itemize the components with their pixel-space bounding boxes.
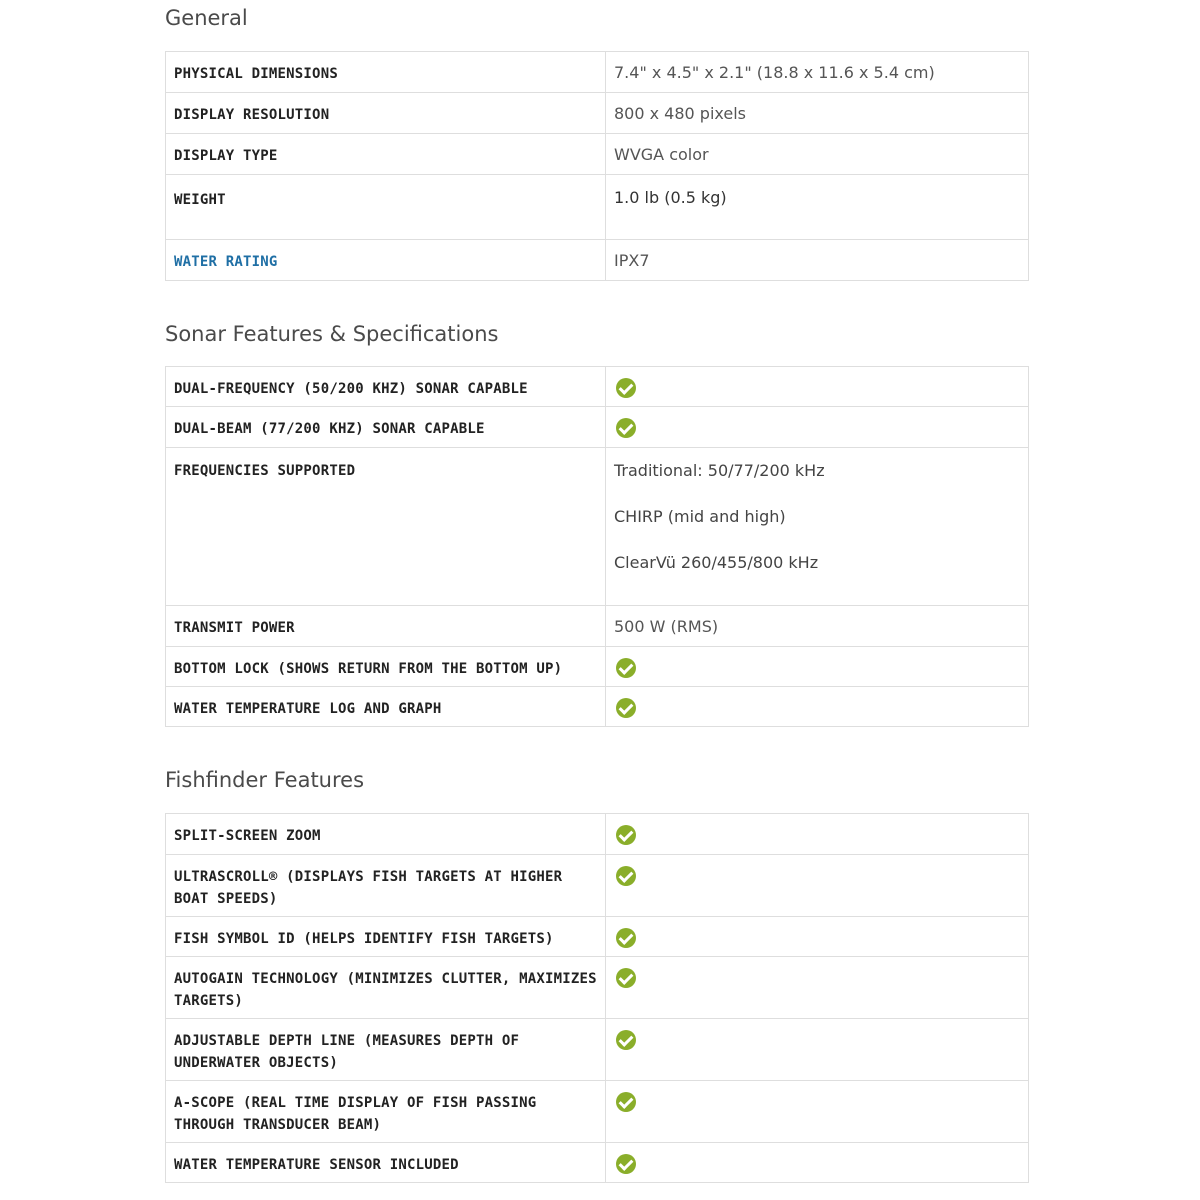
check-icon: [616, 928, 636, 948]
table-row: [166, 855, 1029, 917]
spec-key: FISH SYMBOL ID (HELPS IDENTIFY FISH TARGETS): [166, 917, 606, 957]
table-row: [166, 175, 1029, 240]
water-rating-link[interactable]: WATER RATING: [166, 240, 606, 281]
spec-value: [606, 1019, 1029, 1081]
table-row: [166, 367, 1029, 407]
table-row: [166, 240, 1029, 281]
general-table: [165, 51, 1029, 281]
spec-value: [606, 917, 1029, 957]
table-row: [166, 814, 1029, 855]
spec-key: ADJUSTABLE DEPTH LINE (MEASURES DEPTH OF UNDERWATER OBJECTS): [166, 1019, 606, 1081]
table-row: [166, 134, 1029, 175]
table-row: [166, 407, 1029, 448]
spec-key: DUAL-BEAM (77/200 KHZ) SONAR CAPABLE: [166, 407, 606, 448]
table-row: [166, 1081, 1029, 1143]
spec-value: [606, 448, 1029, 606]
sonar-table: [165, 366, 1029, 727]
frequency-line: CHIRP (mid and high): [614, 507, 786, 526]
spec-value: [606, 957, 1029, 1019]
spec-key: DISPLAY RESOLUTION: [166, 93, 606, 134]
spec-value: [606, 1081, 1029, 1143]
table-row: [166, 93, 1029, 134]
check-icon: [616, 968, 636, 988]
check-icon: [616, 825, 636, 845]
frequency-line: Traditional: 50/77/200 kHz: [614, 461, 825, 480]
table-row: [166, 1019, 1029, 1081]
check-icon: [616, 378, 636, 398]
spec-value: 500 W (RMS): [606, 606, 1029, 647]
check-icon: [616, 418, 636, 438]
table-row: [166, 687, 1029, 727]
spec-value: WVGA color: [606, 134, 1029, 175]
spec-key: WATER TEMPERATURE SENSOR INCLUDED: [166, 1143, 606, 1183]
spec-key: WATER TEMPERATURE LOG AND GRAPH: [166, 687, 606, 727]
table-row: [166, 957, 1029, 1019]
spec-key: A-SCOPE (REAL TIME DISPLAY OF FISH PASSING THROUGH TRANSDUCER BEAM): [166, 1081, 606, 1143]
check-icon: [616, 1030, 636, 1050]
check-icon: [616, 658, 636, 678]
spec-value: IPX7: [606, 240, 1029, 281]
spec-key: FREQUENCIES SUPPORTED: [166, 448, 606, 606]
spec-key: ULTRASCROLL® (DISPLAYS FISH TARGETS AT HIGHER BOAT SPEEDS): [166, 855, 606, 917]
spec-key: AUTOGAIN TECHNOLOGY (MINIMIZES CLUTTER, MAXIMIZES TARGETS): [166, 957, 606, 1019]
fishfinder-table: [165, 813, 1029, 1183]
check-icon: [616, 1092, 636, 1112]
spec-key: DISPLAY TYPE: [166, 134, 606, 175]
spec-value: [606, 367, 1029, 407]
check-icon: [616, 866, 636, 886]
table-row: [166, 647, 1029, 687]
spec-key: TRANSMIT POWER: [166, 606, 606, 647]
table-row: [166, 917, 1029, 957]
spec-value: 7.4" x 4.5" x 2.1" (18.8 x 11.6 x 5.4 cm): [606, 52, 1029, 93]
frequency-line: ClearVü 260/455/800 kHz: [614, 553, 819, 572]
spec-key: DUAL-FREQUENCY (50/200 KHZ) SONAR CAPABLE: [166, 367, 606, 407]
spec-key: PHYSICAL DIMENSIONS: [166, 52, 606, 93]
spec-key: BOTTOM LOCK (SHOWS RETURN FROM THE BOTTOM UP): [166, 647, 606, 687]
section-title-sonar: Sonar Features & Specifications: [165, 322, 499, 346]
check-icon: [616, 1154, 636, 1174]
table-row: [166, 52, 1029, 93]
table-row: [166, 606, 1029, 647]
spec-value: 800 x 480 pixels: [606, 93, 1029, 134]
spec-value: 1.0 lb (0.5 kg): [606, 175, 1029, 240]
spec-value: [606, 687, 1029, 727]
spec-value: [606, 1143, 1029, 1183]
spec-value: [606, 647, 1029, 687]
spec-value: [606, 407, 1029, 448]
table-row: [166, 448, 1029, 606]
table-row: [166, 1143, 1029, 1183]
spec-value: [606, 814, 1029, 855]
spec-key: WEIGHT: [166, 175, 606, 240]
spec-value: [606, 855, 1029, 917]
section-title-fishfinder: Fishfinder Features: [165, 768, 365, 792]
section-title-general: General: [165, 6, 248, 30]
check-icon: [616, 698, 636, 718]
spec-key: SPLIT-SCREEN ZOOM: [166, 814, 606, 855]
